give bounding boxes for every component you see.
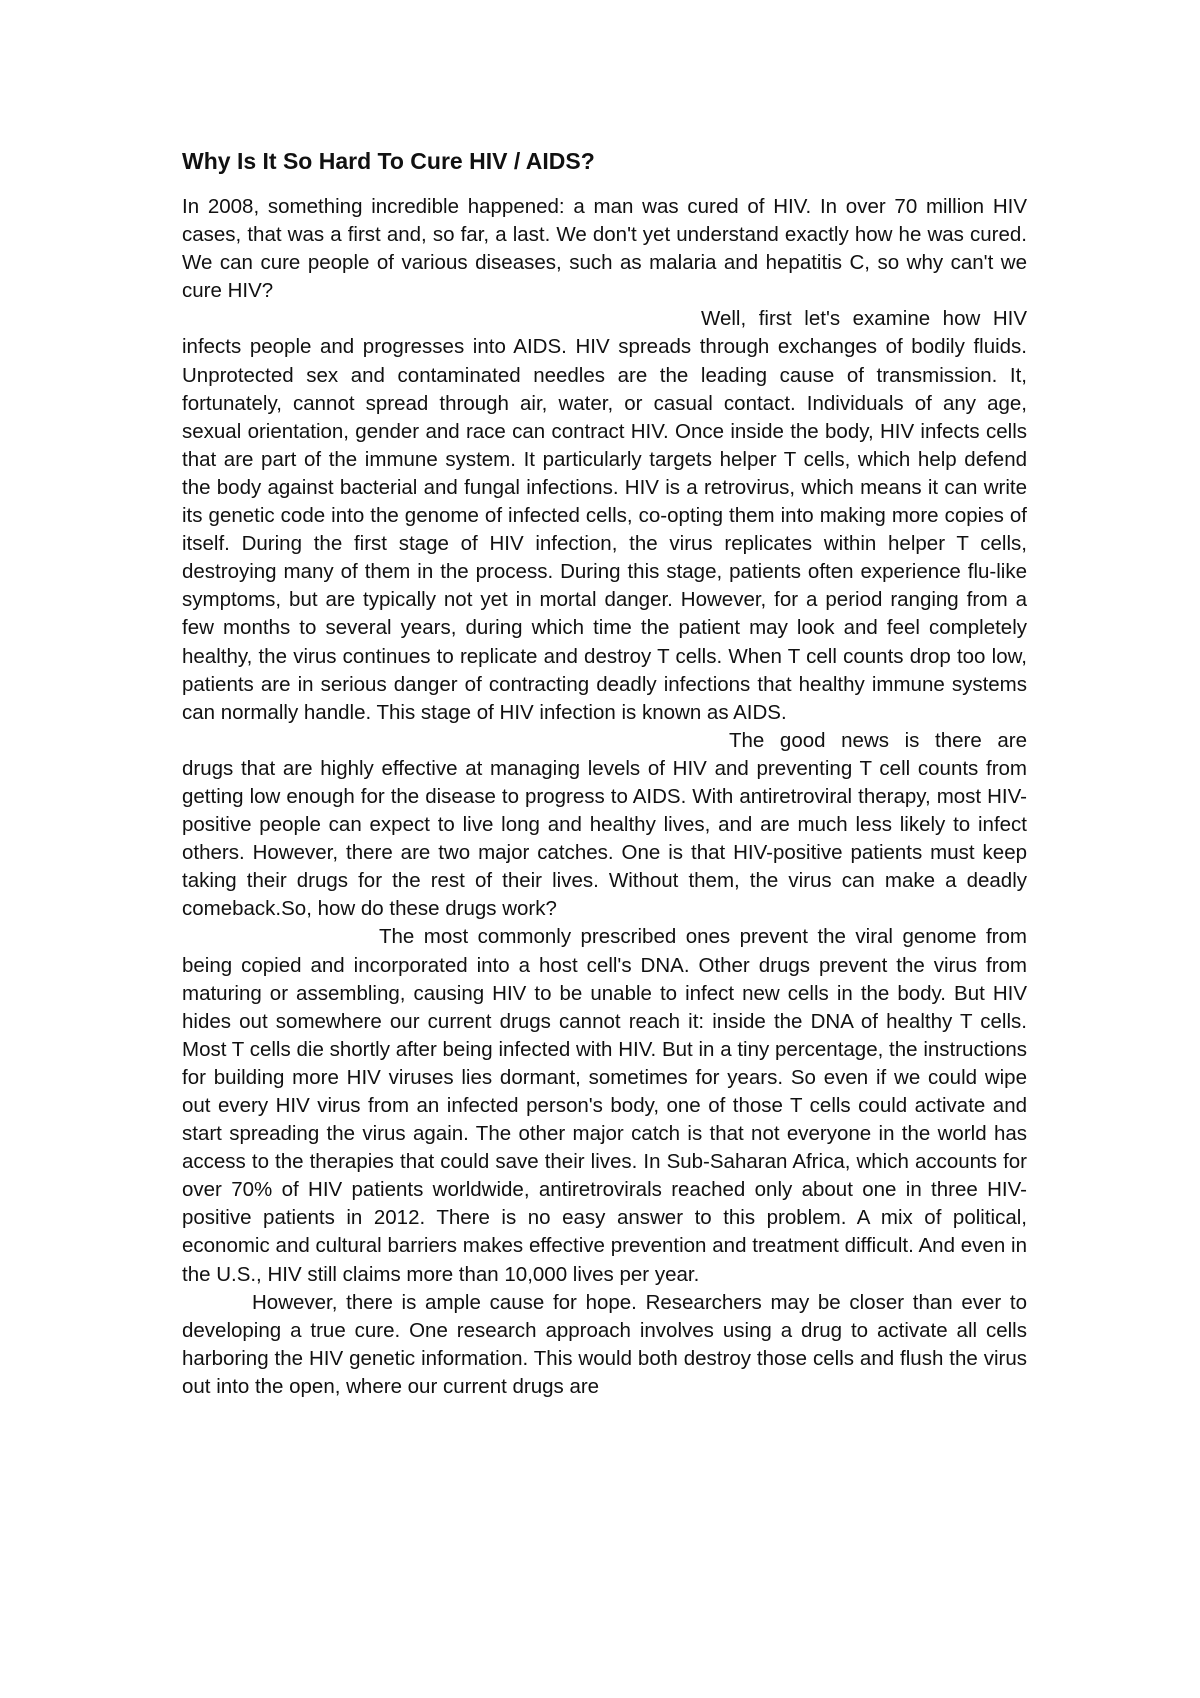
- paragraph-hope: However, there is ample cause for hope. Researchers may be closer than ever to developing a true cure. One research approach involves using a drug to activate all cells harboring the HIV genetic information. This would both destroy those cells and flush the virus out into the open, where our current drugs are: [182, 1290, 1027, 1398]
- paragraph-drugs: The most commonly prescribed ones prevent the viral genome from being copied and incorporated into a host cell's DNA. Other drugs prevent the virus from maturing or assembling, causing HIV to be unable to infect new cells in the body. But HIV hides out somewhere our current drugs cannot reach it: inside the DNA of healthy T cells. Most T cells die shortly after being infected with HIV. But in a tiny percentage, the instructions for building more HIV viruses lies dormant, sometimes for years. So even if we could wipe out every HIV virus from an infected person's body, one of those T cells could activate and start spreading the virus again. The other major catch is that not everyone in the world has access to the therapies that could save their lives. In Sub-Saharan Africa, which accounts for over 70% of HIV patients worldwide, antiretrovirals reached only about one in three HIV-positive patients in 2012. There is no easy answer to this problem. A mix of political, economic and cultural barriers makes effective prevention and treatment difficult. And even in the U.S., HIV still claims more than 10,000 lives per year.: [182, 925, 1027, 1286]
- paragraph-hiv-infection: Well, first let's examine how HIV infects people and progresses into AIDS. HIV spreads through exchanges of bodily fluids. Unprotected sex and contaminated needles are the leading cause of transmission. It, fortunately, cannot spread through air, water, or casual contact. Individuals of any age, sexual orientation, gender and race can contract HIV. Once inside the body, HIV infects cells that are part of the immune system. It particularly targets helper T cells, which help defend the body against bacterial and fungal infections. HIV is a retrovirus, which means it can write its genetic code into the genome of infected cells, co-opting them into making more copies of itself. During the first stage of HIV infection, the virus replicates within helper T cells, destroying many of them in the process. During this stage, patients often experience flu-like symptoms, but are typically not yet in mortal danger. However, for a period ranging from a few months to several years, during which time the patient may look and feel completely healthy, the virus continues to replicate and destroy T cells. When T cell counts drop too low, patients are in serious danger of contracting deadly infections that healthy immune systems can normally handle. This stage of HIV infection is known as AIDS.: [182, 307, 1027, 724]
- document-title: Why Is It So Hard To Cure HIV / AIDS?: [182, 148, 595, 174]
- document-content: [182, 146, 1027, 1401]
- paragraph-intro: In 2008, something incredible happened: a man was cured of HIV. In over 70 million HIV cases, that was a first and, so far, a last. We don't yet understand exactly how he was cured. We can cure people of various diseases, such as malaria and hepatitis C, so why can't we cure HIV?: [182, 195, 1027, 303]
- paragraph-good-news: The good news is there are drugs that are highly effective at managing levels of HIV and preventing T cell counts from getting low enough for the disease to progress to AIDS. With antiretroviral therapy, most HIV-positive people can expect to live long and healthy lives, and are much less likely to infect others. However, there are two major catches. One is that HIV-positive patients must keep taking their drugs for the rest of their lives. Without them, the virus can make a deadly comeback.So, how do these drugs work?: [182, 728, 1027, 921]
